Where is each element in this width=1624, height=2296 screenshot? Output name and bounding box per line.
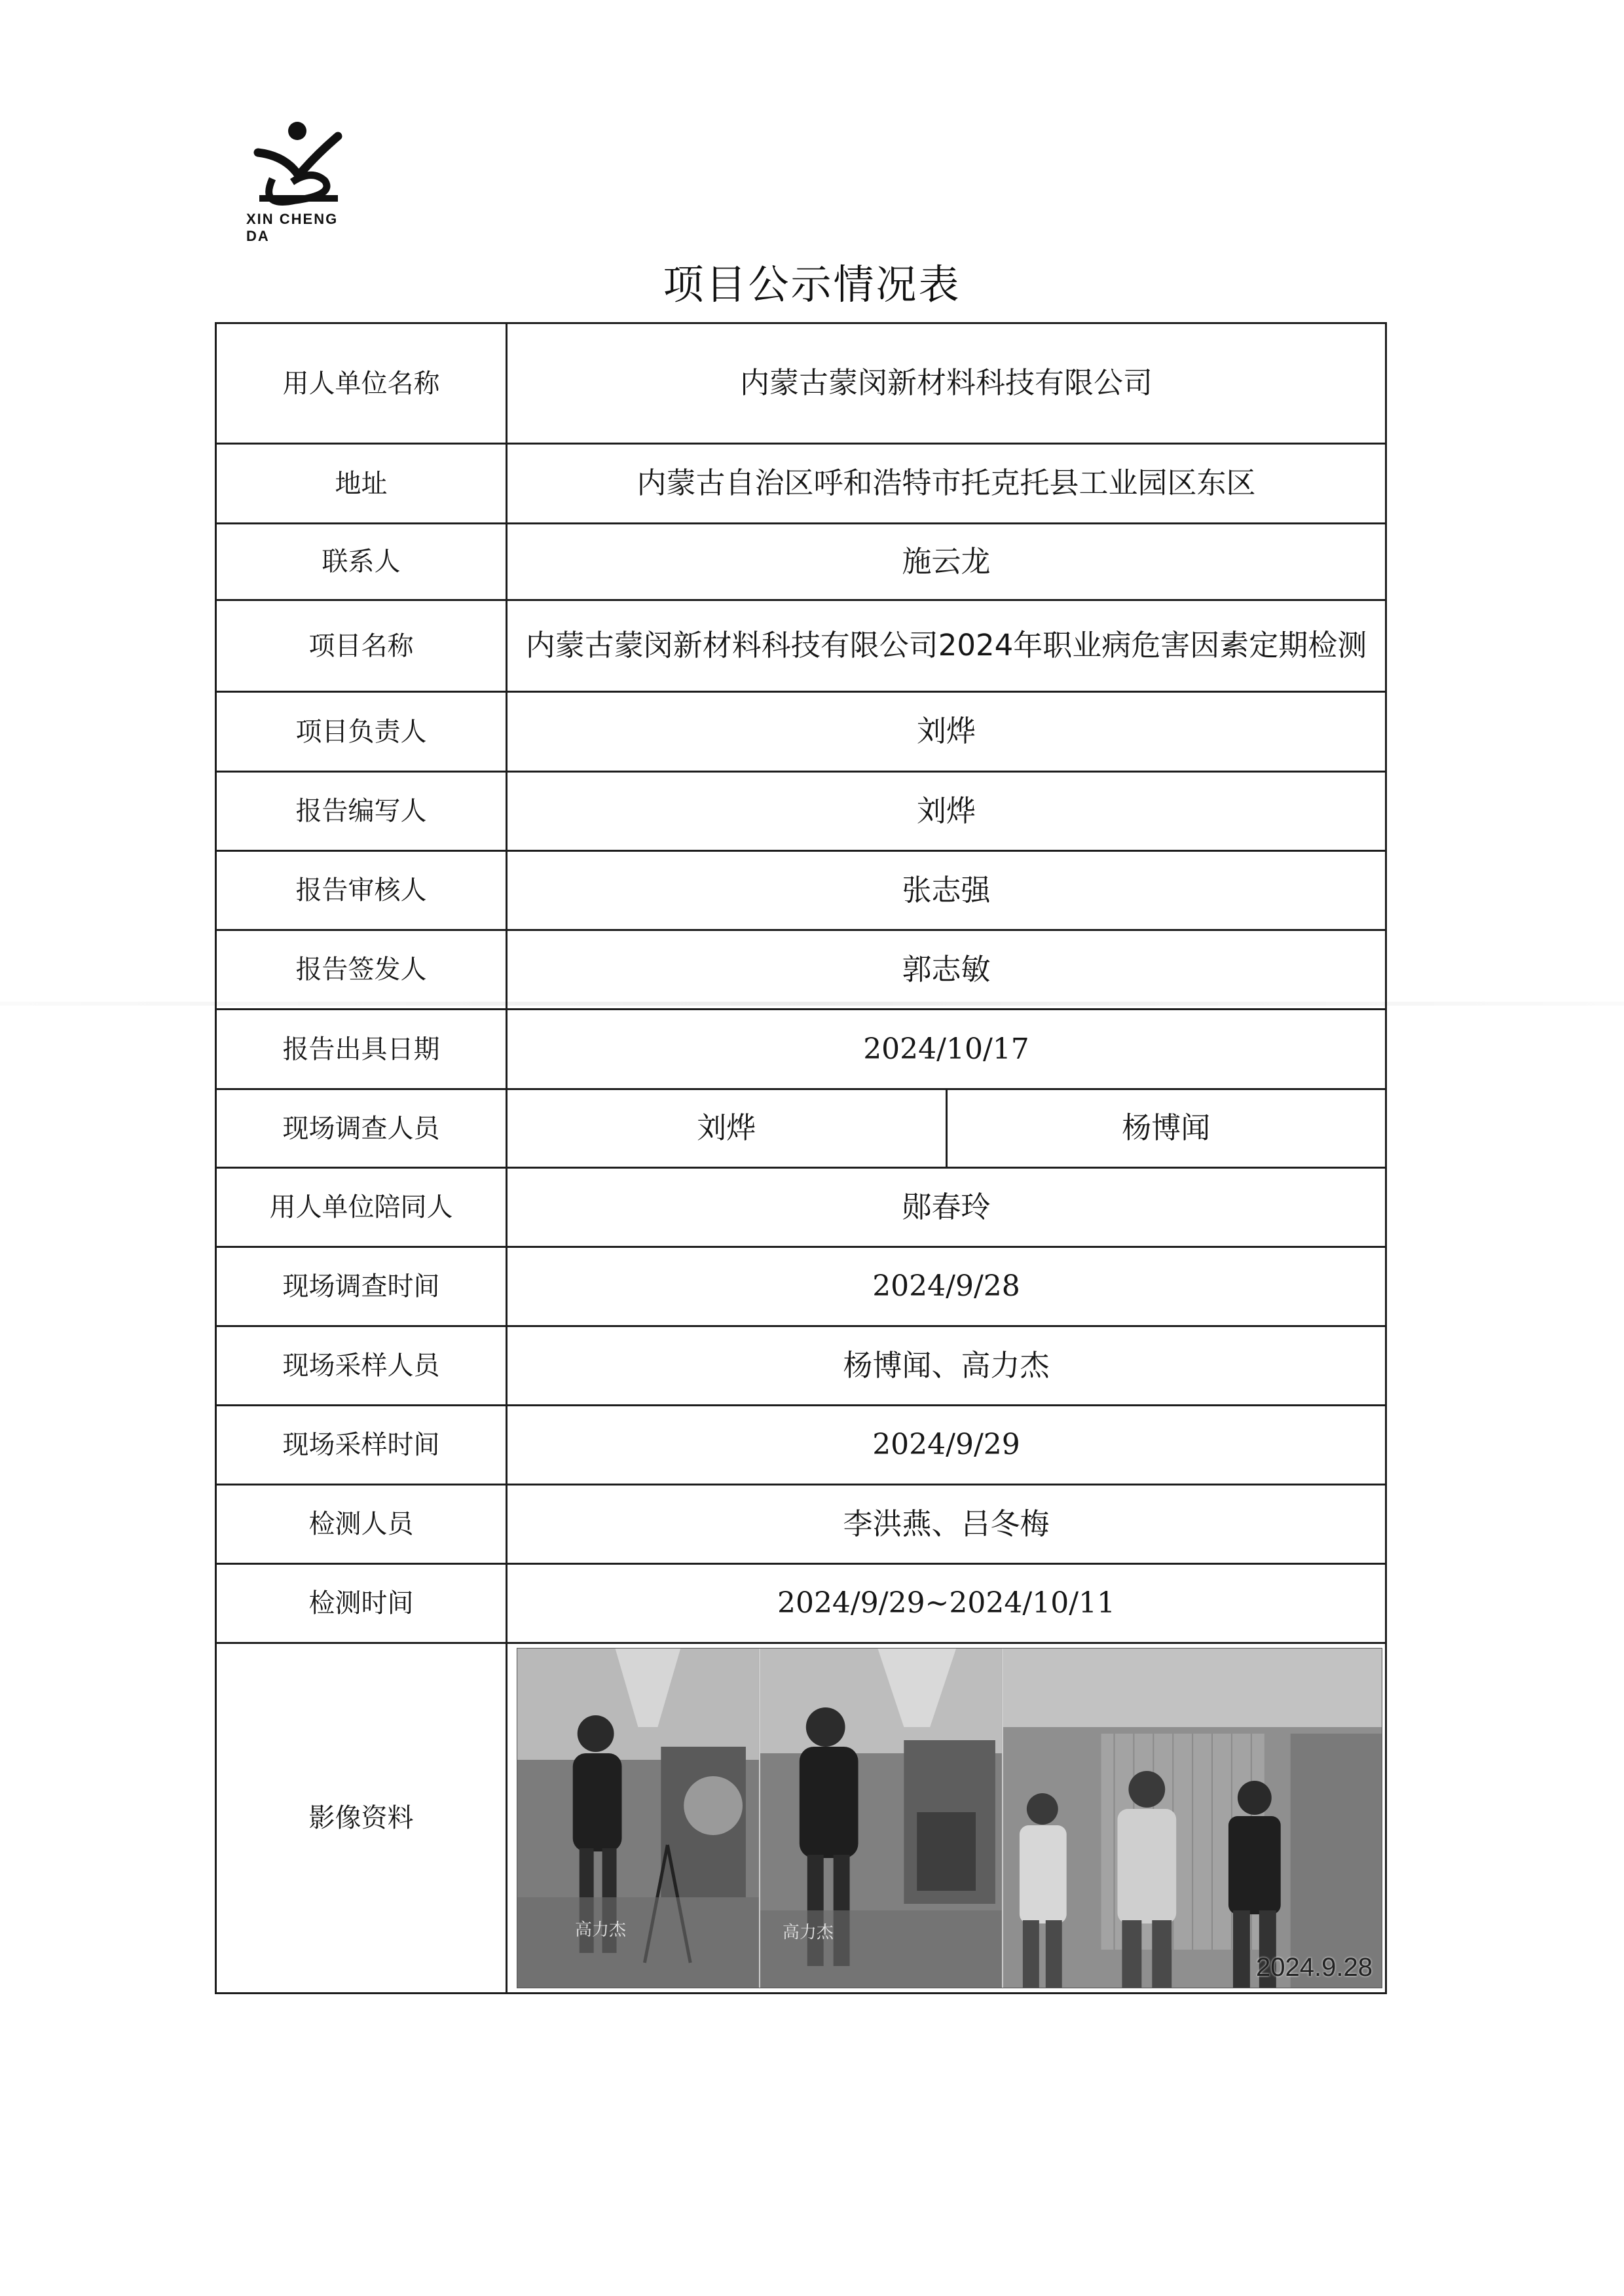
site-photo-2: [759, 1649, 1002, 1988]
photo-caption: 高力杰: [575, 1920, 627, 1940]
row-value: 2024/10/17: [507, 1010, 1386, 1089]
row-label: 用人单位陪同人: [216, 1168, 507, 1247]
table-row: [216, 1247, 1386, 1326]
survey-staff-2: 杨博闻: [946, 1089, 1386, 1168]
row-label: 项目负责人: [216, 692, 507, 772]
table-row: [216, 1564, 1386, 1643]
row-value: 郧春玲: [507, 1168, 1386, 1247]
photo-caption: 高力杰: [782, 1922, 834, 1942]
row-value: 2024/9/29: [507, 1406, 1386, 1485]
row-value: 2024/9/28: [507, 1247, 1386, 1326]
project-disclosure-table: [215, 322, 1387, 1994]
survey-staff-1: 刘烨: [507, 1089, 947, 1168]
photo-date-stamp: 2024.9.28: [1256, 1953, 1373, 1982]
table-row: [216, 524, 1386, 600]
row-value: 内蒙古蒙闵新材料科技有限公司2024年职业病危害因素定期检测: [507, 600, 1386, 692]
row-label: 报告编写人: [216, 772, 507, 851]
table-row: [216, 1089, 1386, 1168]
site-photo-3: [1002, 1649, 1382, 1988]
table-row: [216, 1485, 1386, 1564]
row-value: 郭志敏: [507, 930, 1386, 1010]
row-label: 影像资料: [216, 1643, 507, 1994]
row-value: 施云龙: [507, 524, 1386, 600]
row-label: 报告审核人: [216, 851, 507, 930]
row-value: 刘烨: [507, 772, 1386, 851]
row-label: 现场采样人员: [216, 1326, 507, 1406]
scan-artifact: [0, 1002, 1624, 1006]
row-label: 现场调查人员: [216, 1089, 507, 1168]
row-value: 刘烨: [507, 692, 1386, 772]
row-label: 项目名称: [216, 600, 507, 692]
row-label: 报告签发人: [216, 930, 507, 1010]
table-row: [216, 1326, 1386, 1406]
row-value: 内蒙古蒙闵新材料科技有限公司: [507, 323, 1386, 444]
row-value: 张志强: [507, 851, 1386, 930]
row-label: 检测人员: [216, 1485, 507, 1564]
row-value: 2024/9/29~2024/10/11: [507, 1564, 1386, 1643]
photo-strip: [517, 1648, 1382, 1988]
row-label: 检测时间: [216, 1564, 507, 1643]
row-label: 用人单位名称: [216, 323, 507, 444]
row-value: 内蒙古自治区呼和浩特市托克托县工业园区东区: [507, 444, 1386, 524]
photo-cell: [507, 1643, 1386, 1994]
row-label: 报告出具日期: [216, 1010, 507, 1089]
table-row: [216, 323, 1386, 444]
table-row: [216, 772, 1386, 851]
row-value: 杨博闻、高力杰: [507, 1326, 1386, 1406]
table-row: [216, 1643, 1386, 1994]
table-row: [216, 851, 1386, 930]
row-value: 李洪燕、吕冬梅: [507, 1485, 1386, 1564]
xin-cheng-da-logo-icon: [246, 117, 351, 208]
table-row: [216, 444, 1386, 524]
site-photo-1: [517, 1649, 759, 1988]
worker-sampling-image: [517, 1649, 759, 1988]
table-row: [216, 692, 1386, 772]
row-label: 现场采样时间: [216, 1406, 507, 1485]
table-row: [216, 930, 1386, 1010]
table-row: [216, 1406, 1386, 1485]
row-label: 现场调查时间: [216, 1247, 507, 1326]
table-row: [216, 600, 1386, 692]
row-label: 联系人: [216, 524, 507, 600]
group-photo-image: [1003, 1649, 1382, 1988]
logo-text: XIN CHENG DA: [246, 211, 339, 244]
document-title: 项目公示情况表: [663, 261, 961, 308]
company-logo: [246, 117, 351, 245]
table-row: [216, 1010, 1386, 1089]
row-label: 地址: [216, 444, 507, 524]
table-row: [216, 1168, 1386, 1247]
